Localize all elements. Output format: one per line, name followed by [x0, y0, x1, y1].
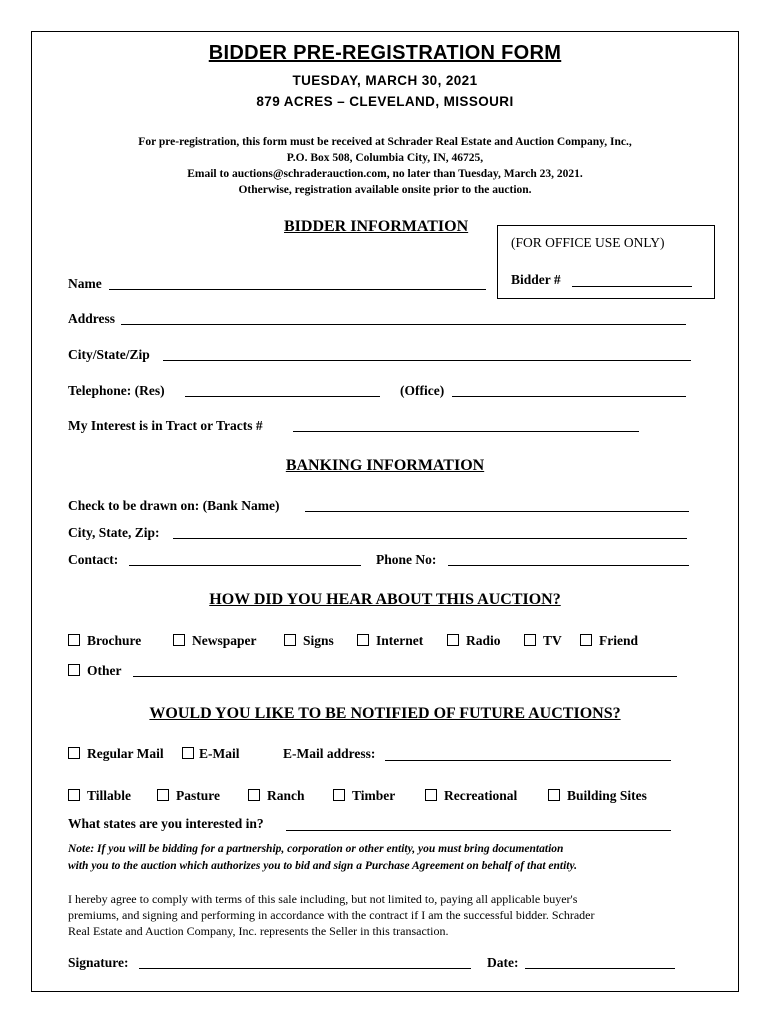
note-line-2: with you to the auction which authorizes you to bid and sign a Purchase Agreement on behalf of that entity.: [68, 860, 578, 872]
checkbox-label: Friend: [599, 633, 638, 648]
checkbox-ranch[interactable]: [248, 788, 305, 804]
other-field[interactable]: [133, 676, 677, 677]
note-line-1: Note: If you will be bidding for a partnership, corporation or other entity, you must bring documentation: [68, 843, 564, 855]
office-use-title: (FOR OFFICE USE ONLY): [511, 235, 665, 250]
email-address-label: E-Mail address:: [283, 746, 376, 761]
states-interest-field[interactable]: [286, 830, 671, 831]
checkbox-label: Regular Mail: [87, 746, 164, 761]
checkbox-label: Tillable: [87, 788, 132, 803]
office-use-box: [497, 225, 715, 299]
agreement-line-2: premiums, and signing and performing in accordance with the contract if I am the successful bidder. Schrader: [68, 908, 595, 922]
address-field[interactable]: [121, 324, 686, 325]
phone-field[interactable]: [448, 565, 689, 566]
agreement-line-3: Real Estate and Auction Company, Inc. represents the Seller in this transaction.: [68, 924, 449, 938]
intro-line-2: P.O. Box 508, Columbia City, IN, 46725,: [286, 152, 484, 164]
phone-label: Phone No:: [376, 552, 437, 567]
checkbox-icon: [425, 789, 437, 801]
date-field[interactable]: [525, 968, 675, 969]
contact-field[interactable]: [129, 565, 361, 566]
checkbox-internet[interactable]: [357, 633, 423, 649]
checkbox-building-sites[interactable]: [548, 788, 647, 804]
hear-about-heading: HOW DID YOU HEAR ABOUT THIS AUCTION?: [209, 591, 561, 608]
agreement-line-1: I hereby agree to comply with terms of this sale including, but not limited to, paying all applicable buyer's: [68, 892, 578, 906]
date-label: Date:: [487, 955, 519, 970]
checkbox-icon: [182, 747, 194, 759]
checkbox-label: Ranch: [267, 788, 305, 803]
checkbox-tillable[interactable]: [68, 788, 131, 804]
checkbox-label: Signs: [303, 633, 334, 648]
checkbox-icon: [548, 789, 560, 801]
signature-field[interactable]: [139, 968, 471, 969]
tract-interest-field[interactable]: [293, 431, 639, 432]
checkbox-icon: [68, 789, 80, 801]
checkbox-label: TV: [543, 633, 562, 648]
telephone-res-label: Telephone: (Res): [68, 383, 165, 398]
checkbox-pasture[interactable]: [157, 788, 220, 804]
form-title: BIDDER PRE-REGISTRATION FORM: [208, 42, 562, 64]
city-state-zip-label: City/State/Zip: [68, 347, 150, 362]
checkbox-friend[interactable]: [580, 633, 638, 649]
checkbox-icon: [173, 634, 185, 646]
checkbox-label: Internet: [376, 633, 424, 648]
checkbox-email[interactable]: [182, 746, 240, 762]
checkbox-radio[interactable]: [447, 633, 501, 649]
checkbox-icon: [157, 789, 169, 801]
checkbox-icon: [357, 634, 369, 646]
checkbox-icon: [333, 789, 345, 801]
intro-line-3: [0, 168, 770, 181]
intro-line-1: For pre-registration, this form must be received at Schrader Real Estate and Auction Company, Inc.,: [138, 136, 632, 148]
checkbox-icon: [248, 789, 260, 801]
checkbox-regular-mail[interactable]: [68, 746, 164, 762]
checkbox-newspaper[interactable]: [173, 633, 257, 649]
email-link[interactable]: auctions@schraderauction.com: [231, 168, 387, 180]
checkbox-tv[interactable]: [524, 633, 562, 649]
telephone-office-label: (Office): [400, 383, 445, 398]
bidder-number-label: Bidder #: [511, 272, 561, 287]
checkbox-icon: [284, 634, 296, 646]
checkbox-label: Recreational: [444, 788, 518, 803]
checkbox-label: Other: [87, 663, 122, 678]
bank-city-label: City, State, Zip:: [68, 525, 160, 540]
name-label: Name: [68, 276, 102, 291]
checkbox-icon: [68, 634, 80, 646]
checkbox-label: Building Sites: [567, 788, 647, 803]
checkbox-label: E-Mail: [199, 746, 240, 761]
intro-email-prefix: Email to: [187, 168, 232, 180]
bank-name-field[interactable]: [305, 511, 689, 512]
states-interest-label: What states are you interested in?: [68, 816, 264, 831]
checkbox-label: Timber: [352, 788, 396, 803]
checkbox-label: Brochure: [87, 633, 142, 648]
checkbox-timber[interactable]: [333, 788, 395, 804]
email-address-field[interactable]: [385, 760, 671, 761]
bidder-information-heading: BIDDER INFORMATION: [284, 218, 469, 235]
telephone-office-field[interactable]: [452, 396, 686, 397]
checkbox-icon: [68, 747, 80, 759]
checkbox-icon: [524, 634, 536, 646]
bidder-number-field[interactable]: [572, 286, 692, 287]
notify-heading: WOULD YOU LIKE TO BE NOTIFIED OF FUTURE AUCTIONS?: [149, 705, 621, 722]
banking-information-heading: BANKING INFORMATION: [285, 457, 485, 474]
auction-date: TUESDAY, MARCH 30, 2021: [292, 73, 478, 88]
intro-line-4: Otherwise, registration available onsite prior to the auction.: [238, 184, 532, 196]
bank-city-field[interactable]: [173, 538, 687, 539]
checkbox-brochure[interactable]: [68, 633, 141, 649]
contact-label: Contact:: [68, 552, 119, 567]
checkbox-other[interactable]: [68, 663, 122, 679]
checkbox-icon: [68, 664, 80, 676]
checkbox-label: Radio: [466, 633, 501, 648]
tract-interest-label: My Interest is in Tract or Tracts #: [68, 418, 263, 433]
telephone-res-field[interactable]: [185, 396, 380, 397]
checkbox-label: Pasture: [176, 788, 220, 803]
bank-name-label: Check to be drawn on: (Bank Name): [68, 498, 280, 513]
checkbox-signs[interactable]: [284, 633, 334, 649]
checkbox-icon: [447, 634, 459, 646]
auction-location: 879 ACRES – CLEVELAND, MISSOURI: [256, 94, 514, 109]
intro-email-suffix: , no later than Tuesday, March 23, 2021.: [386, 168, 583, 180]
name-field[interactable]: [109, 289, 486, 290]
signature-label: Signature:: [68, 955, 129, 970]
checkbox-label: Newspaper: [192, 633, 257, 648]
city-state-zip-field[interactable]: [163, 360, 691, 361]
checkbox-icon: [580, 634, 592, 646]
checkbox-recreational[interactable]: [425, 788, 517, 804]
address-label: Address: [68, 311, 116, 326]
